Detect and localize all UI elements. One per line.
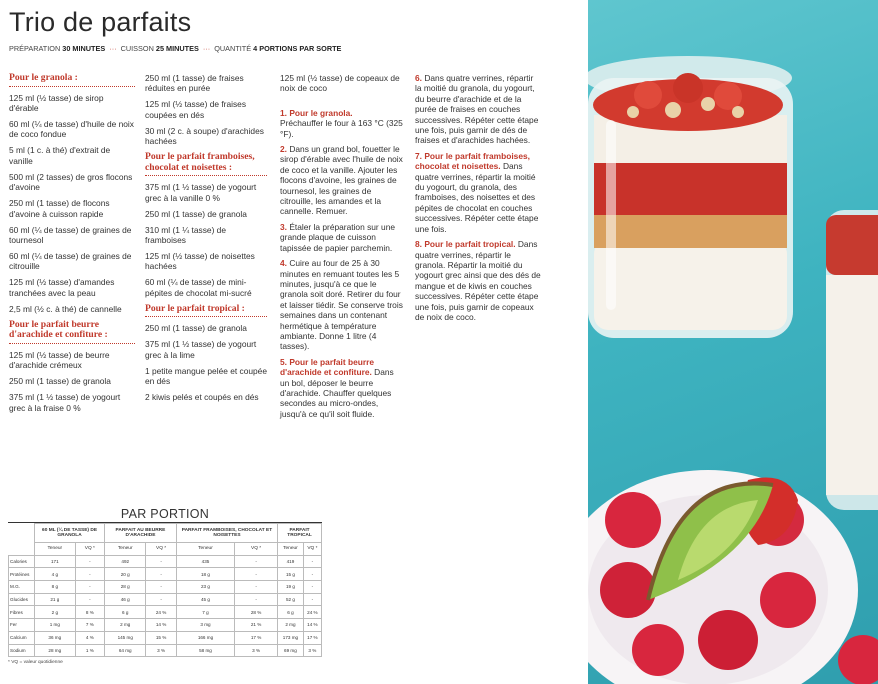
ingredient-item: 250 ml (1 tasse) de granola: [9, 376, 111, 387]
row-label: Calcium: [9, 631, 35, 644]
table-cell: 52 g: [278, 593, 304, 606]
table-cell: -: [75, 593, 104, 606]
row-label: Sodium: [9, 644, 35, 657]
ingredient-list-granola: [9, 93, 135, 315]
table-cell: 15 %: [146, 631, 176, 644]
table-cell: 15 g: [278, 568, 304, 581]
prep-label: PRÉPARATION: [9, 44, 61, 53]
step-4: [280, 258, 404, 352]
table-cell: -: [146, 568, 176, 581]
table-cell: 435: [176, 555, 234, 568]
table-cell: 2 mg: [105, 619, 146, 632]
table-cell: 3 %: [303, 644, 321, 657]
table-cell: 28 %: [235, 606, 278, 619]
table-cell: 145 mg: [105, 631, 146, 644]
ingredient-item: 60 ml (¼ de tasse) de mini-pépites de chocolat mi-sucré: [145, 277, 252, 298]
quantity-label: QUANTITÉ: [214, 44, 252, 53]
corner-cell: [9, 524, 35, 543]
cook-value: 25 MINUTES: [155, 44, 199, 53]
table-cell: 64 mg: [105, 644, 146, 657]
table-cell: 24 %: [303, 606, 321, 619]
step-text: Dans quatre verrines, répartir la moitié du granola, du yogourt, du beurre d'arachide et de la purée de fraises en couches successives. Répéter cette étape une fois, puis garnir de dés de fraises et d'arachides hachées.: [415, 73, 539, 146]
table-cell: 21 %: [235, 619, 278, 632]
table-subheader-row: [9, 543, 322, 556]
table-cell: 23 g: [176, 581, 234, 594]
step-text: Étaler la préparation sur une grande plaque de cuisson tapissée de papier parchemin.: [280, 221, 396, 253]
table-cell: 1 mg: [35, 619, 76, 632]
step-number: 1.: [280, 107, 287, 118]
table-cell: 46 g: [105, 593, 146, 606]
table-row: [9, 619, 322, 632]
table-cell: 166 mg: [176, 631, 234, 644]
quantity-value: 4 PORTIONS PAR SORTE: [253, 44, 342, 53]
table-cell: 14 %: [146, 619, 176, 632]
ingredient-item: 250 ml (1 tasse) de flocons d'avoine à cuisson rapide: [9, 198, 110, 219]
nutrition-title: PAR PORTION: [8, 507, 322, 523]
sub-header: VQ *: [146, 543, 176, 556]
sub-header: Teneur: [105, 543, 146, 556]
table-cell: -: [235, 593, 278, 606]
step-number: 8.: [415, 239, 422, 250]
step-heading: Pour le parfait beurre d'arachide et confiture.: [280, 356, 375, 378]
table-cell: 492: [105, 555, 146, 568]
nutrition-footnote: * VQ = valeur quotidienne: [8, 660, 63, 666]
ingredient-item: 375 ml (1 ½ tasse) de yogourt grec à la lime: [145, 339, 257, 360]
table-row: [9, 593, 322, 606]
step-text: Cuire au four de 25 à 30 minutes en remuant toutes les 5 minutes, jusqu'à ce que le granola soit doré. Retirer du four et laisser tiédir. Se conserve trois semaines dans un contenant hermétique à température ambiante. Donne 1 litre (4 tasses).: [280, 258, 403, 352]
ingredient-item: 60 ml (¼ de tasse) de graines de tournesol: [9, 224, 132, 245]
table-row: [9, 555, 322, 568]
ingredient-item: 375 ml (1 ½ tasse) de yogourt grec à la vanille 0 %: [145, 182, 257, 203]
table-row: [9, 644, 322, 657]
group-header: PARFAIT AU BEURRE D'ARACHIDE: [105, 524, 177, 543]
section-heading-beurre: Pour le parfait beurre d'arachide et confiture :: [9, 320, 135, 344]
step-number: 3.: [280, 221, 287, 232]
sub-header: Teneur: [278, 543, 304, 556]
step-text: Dans un grand bol, fouetter le sirop d'érable avec l'huile de noix de coco et la vanille. Ajouter les flocons d'avoine, les graines de tournesol, les graines de citrouille, les amandes et la cannelle. Remuer.: [280, 144, 403, 217]
table-cell: 36 mg: [35, 631, 76, 644]
corner-cell: [9, 543, 35, 556]
section-heading-granola: Pour le granola :: [9, 73, 135, 87]
table-cell: -: [303, 593, 321, 606]
ingredient-item: 125 ml (½ tasse) de noisettes hachées: [145, 251, 255, 272]
ingredient-item: 250 ml (1 tasse) de granola: [145, 208, 247, 219]
ingredient-item: 60 ml (¼ de tasse) d'huile de noix de coco fondue: [9, 118, 134, 140]
table-cell: 173 mg: [278, 631, 304, 644]
step-heading: Pour le parfait framboises, chocolat et noisettes.: [415, 150, 530, 172]
table-cell: -: [303, 581, 321, 594]
nutrition-grid: [8, 523, 322, 657]
step-number: 5.: [280, 356, 287, 367]
ingredient-item: 2 kiwis pelés et coupés en dés: [145, 392, 259, 403]
meta-separator: ···: [202, 44, 211, 53]
row-label: Calories: [9, 555, 35, 568]
step-heading: Pour le parfait tropical.: [424, 239, 516, 250]
table-cell: -: [303, 568, 321, 581]
table-cell: -: [146, 593, 176, 606]
row-label: Fibres: [9, 606, 35, 619]
ingredient-item: 30 ml (2 c. à soupe) d'arachides hachées: [145, 125, 264, 147]
step-2: [280, 144, 404, 217]
group-header: 60 ML (¼ DE TASSE) DE GRANOLA: [35, 524, 105, 543]
ingredient-item: 60 ml (¼ de tasse) de graines de citrouille: [9, 250, 132, 272]
table-cell: 7 g: [176, 606, 234, 619]
row-label: Protéines: [9, 568, 35, 581]
section-heading-tropical: Pour le parfait tropical :: [145, 304, 267, 318]
step-number: 4.: [280, 258, 287, 269]
ingredient-item: 310 ml (1 ¼ tasse) de framboises: [145, 224, 226, 246]
table-cell: 4 g: [35, 568, 76, 581]
table-cell: 3 mg: [176, 619, 234, 632]
ingredient-item: 5 ml (1 c. à thé) d'extrait de vanille: [9, 145, 111, 166]
prep-value: 30 MINUTES: [62, 44, 106, 53]
recipe-meta: [9, 44, 341, 53]
step-heading: Pour le granola.: [289, 107, 353, 118]
steps-column-3: [280, 73, 404, 424]
ingredient-item: 1 petite mangue pelée et coupée en dés: [145, 365, 267, 387]
sub-header: VQ *: [303, 543, 321, 556]
section-heading-framboises: Pour le parfait framboises, chocolat et noisettes :: [145, 152, 267, 176]
table-cell: -: [303, 555, 321, 568]
table-cell: -: [235, 568, 278, 581]
table-cell: 6 g: [105, 606, 146, 619]
table-cell: -: [75, 581, 104, 594]
parfait-illustration: [588, 0, 878, 684]
table-cell: 19 g: [278, 581, 304, 594]
sub-header: VQ *: [235, 543, 278, 556]
ingredient-item: 125 ml (½ tasse) d'amandes tranchées avec la peau: [9, 277, 115, 298]
sub-header: Teneur: [176, 543, 234, 556]
parfait-photo: [588, 0, 878, 684]
row-label: Fer: [9, 619, 35, 632]
ingredient-item: 125 ml (½ tasse) de fraises coupées en dés: [145, 99, 247, 120]
step-text: Dans quatre verrines, répartir la moitié du yogourt, du granola, des framboises, des noisettes et des pépites de chocolat en couches successives. Répéter cette étape une fois.: [415, 161, 539, 234]
table-cell: 45 g: [176, 593, 234, 606]
step-7: [415, 151, 542, 234]
table-cell: -: [75, 568, 104, 581]
nutrition-table: [8, 507, 322, 665]
table-cell: 14 %: [303, 619, 321, 632]
step-8: [415, 239, 542, 322]
step-text: Dans quatre verrines, répartir le granola. Répartir la moitié du yogourt grec ainsi que des dés de mangue et de kiwis en couches successives. Répéter cette étape une fois, puis garnir de copeaux de noix de coco.: [415, 239, 541, 322]
ingredient-item: 375 ml (1 ½ tasse) de yogourt grec à la fraise 0 %: [9, 392, 121, 413]
step-text: Préchauffer le four à 163 °C (325 °F).: [280, 118, 403, 139]
ingredient-item: 2,5 ml (½ c. à thé) de cannelle: [9, 303, 122, 314]
table-cell: 17 %: [303, 631, 321, 644]
table-cell: 4 %: [75, 631, 104, 644]
step-1: [280, 108, 404, 139]
table-cell: 6 g: [278, 606, 304, 619]
step-number: 7.: [415, 150, 422, 161]
cook-label: CUISSON: [120, 44, 154, 53]
table-cell: 2 mg: [278, 619, 304, 632]
row-label: M.G.: [9, 581, 35, 594]
table-cell: 8 g: [35, 581, 76, 594]
table-cell: 3 %: [235, 644, 278, 657]
row-label: Glucides: [9, 593, 35, 606]
table-cell: 17 %: [235, 631, 278, 644]
ingredients-column-2: [145, 73, 267, 408]
table-row: [9, 568, 322, 581]
meta-separator: ···: [109, 44, 117, 53]
table-cell: -: [146, 581, 176, 594]
table-cell: -: [235, 581, 278, 594]
table-cell: 7 %: [75, 619, 104, 632]
step-3: [280, 222, 404, 253]
table-cell: 20 g: [105, 568, 146, 581]
group-header: PARFAIT FRAMBOISES, CHOCOLAT ET NOISETTES: [176, 524, 277, 543]
step-5: [280, 357, 404, 419]
recipe-title: Trio de parfaits: [9, 7, 192, 37]
step-6: [415, 73, 542, 146]
table-row: [9, 581, 322, 594]
group-header: PARFAIT TROPICAL: [278, 524, 322, 543]
ingredient-item: 125 ml (½ tasse) de copeaux de noix de coco: [280, 73, 400, 94]
table-cell: 1 %: [75, 644, 104, 657]
table-cell: 21 g: [35, 593, 76, 606]
ingredient-item: 125 ml (½ tasse) de sirop d'érable: [9, 92, 104, 113]
table-cell: 28 g: [105, 581, 146, 594]
ingredient-item: 125 ml (½ tasse) de beurre d'arachide crémeux: [9, 349, 110, 371]
nutrition-body: [9, 555, 322, 657]
sub-header: Teneur: [35, 543, 76, 556]
table-cell: 2 g: [35, 606, 76, 619]
ingredient-list-beurre: [9, 350, 135, 413]
ingredients-column-1: [9, 73, 135, 419]
step-text: Dans un bol, déposer le beurre d'arachide. Chauffer quelques secondes au micro-ondes, jusqu'à ce qu'il soit fluide.: [280, 367, 394, 419]
table-cell: 3 %: [146, 644, 176, 657]
table-cell: 69 mg: [278, 644, 304, 657]
table-cell: 8 %: [75, 606, 104, 619]
ingredient-item: 500 ml (2 tasses) de gros flocons d'avoine: [9, 171, 133, 193]
sub-header: VQ *: [75, 543, 104, 556]
table-row: [9, 606, 322, 619]
table-cell: 171: [35, 555, 76, 568]
table-cell: -: [146, 555, 176, 568]
steps-column-4: [415, 73, 542, 327]
step-number: 2.: [280, 144, 287, 155]
ingredient-item: 250 ml (1 tasse) de fraises réduites en purée: [145, 73, 244, 94]
table-header-row: [9, 524, 322, 543]
table-cell: 24 %: [146, 606, 176, 619]
table-cell: 58 mg: [176, 644, 234, 657]
table-cell: 419: [278, 555, 304, 568]
table-cell: -: [235, 555, 278, 568]
table-cell: 18 g: [176, 568, 234, 581]
ingredient-item: 250 ml (1 tasse) de granola: [145, 323, 247, 334]
step-number: 6.: [415, 73, 422, 83]
table-cell: 28 mg: [35, 644, 76, 657]
table-cell: -: [75, 555, 104, 568]
table-row: [9, 631, 322, 644]
